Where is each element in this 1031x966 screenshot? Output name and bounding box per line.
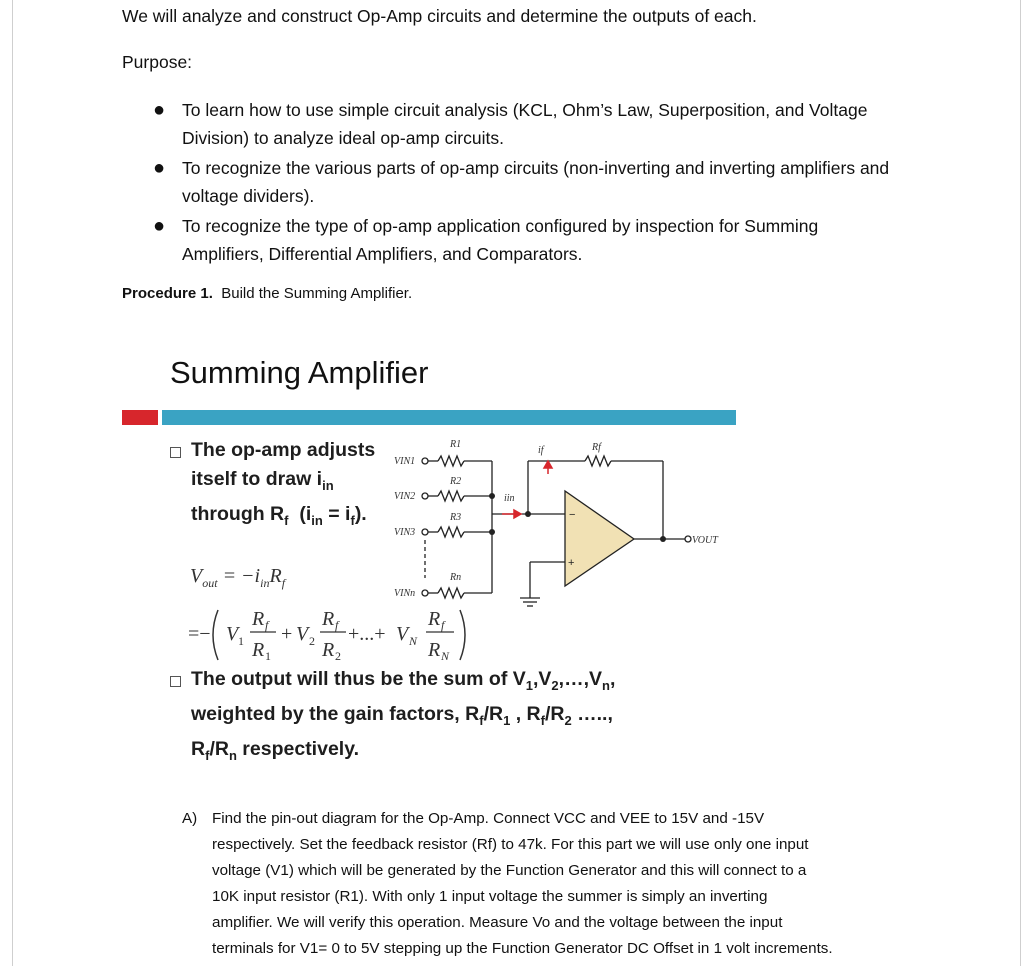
svg-text:N: N (441, 649, 450, 663)
svg-text:f: f (265, 618, 269, 632)
svg-text:VIN2: VIN2 (394, 491, 416, 502)
svg-text:VIN3: VIN3 (394, 527, 416, 538)
part-a-line: 10K input resistor (R1). With only 1 input voltage the summer is simply an inverting (212, 888, 768, 905)
purpose-item: ● To recognize the type of op-amp application configured by inspection for Summing Amplifiers, Differential Amplifiers, and Comparators. (150, 212, 890, 268)
vin3-terminal (422, 529, 428, 535)
svg-text:−: − (569, 509, 576, 521)
svg-text:2: 2 (335, 649, 341, 663)
opamp-triangle (565, 491, 634, 586)
part-a-paragraph (182, 806, 902, 962)
svg-text:R: R (322, 639, 335, 661)
rn-resistor (438, 588, 464, 598)
svg-text:f: f (335, 618, 339, 632)
svg-text:1: 1 (238, 634, 244, 648)
part-a-line: terminals for V1= 0 to 5V stepping up the Function Generator DC Offset in 1 volt increments. (212, 940, 833, 957)
slide-square-bullet-icon (170, 447, 181, 458)
formula-vout: $V_{out} = -i_{in}R_f$ (190, 565, 286, 590)
part-a-line: voltage (V1) which will be generated by the Function Generator and this will connect to a (212, 862, 807, 879)
svg-text:N: N (409, 634, 418, 648)
procedure-text: Build the Summing Amplifier. (221, 285, 413, 302)
svg-text:f: f (441, 618, 445, 632)
slide-bullet-1: The op-amp adjusts itself to draw $i_{in}$ through $R_f$ $(i_{in} = i_f)$. (191, 439, 376, 528)
svg-text:Rf: Rf (592, 442, 601, 453)
vin2-terminal (422, 493, 428, 499)
r3-resistor (438, 527, 464, 537)
vin1-terminal (422, 458, 428, 464)
purpose-heading: Purpose: (122, 52, 193, 72)
svg-text:R: R (428, 639, 441, 661)
svg-text:1: 1 (265, 649, 271, 663)
svg-text:2: 2 (309, 634, 315, 648)
r2-resistor (438, 491, 464, 501)
summing-amplifier-circuit (380, 428, 740, 613)
svg-text:+...+: +...+ (348, 623, 386, 645)
intro-paragraph: We will analyze and construct Op-Amp circuits and determine the outputs of each. (122, 6, 757, 26)
svg-text:R3: R3 (450, 512, 462, 523)
slide-accent-blue (162, 410, 736, 425)
purpose-item: ● To recognize the various parts of op-amp circuits (non-inverting and inverting amplifiers and voltage dividers). (150, 154, 890, 210)
svg-text:Rn: Rn (450, 572, 462, 583)
svg-text:=−: =− (188, 623, 211, 645)
svg-text:+: + (568, 557, 575, 569)
svg-text:VIN1: VIN1 (394, 456, 416, 467)
part-a-label: A) (182, 810, 198, 827)
svg-text:R: R (428, 608, 441, 630)
page-right-edge (1020, 0, 1021, 966)
svg-text:if: if (538, 445, 544, 456)
svg-text:VINn: VINn (394, 588, 416, 599)
r1-resistor (438, 456, 464, 466)
svg-text:+: + (281, 623, 293, 645)
slide-bullet-2: The output will thus be the sum of $V_1,V_2,\dots,V_n$, weighted by the gain factors, $R_f/R_1$ , $R_f/R_2$ ….., $R_f/R_n$ respectively. (191, 668, 616, 763)
vinn-terminal (422, 590, 428, 596)
svg-text:VOUT: VOUT (692, 535, 718, 546)
procedure-heading (122, 285, 412, 302)
slide-title: Summing Amplifier (170, 355, 429, 390)
svg-text:R: R (252, 639, 265, 661)
page-left-edge (12, 0, 13, 966)
rf-resistor (585, 456, 611, 466)
svg-text:R1: R1 (450, 439, 462, 450)
procedure-label: Procedure 1. (122, 285, 213, 302)
purpose-list (150, 96, 890, 270)
slide-square-bullet-icon (170, 676, 181, 687)
svg-text:R2: R2 (450, 476, 462, 487)
bullet-icon: ● (153, 215, 166, 237)
bullet-icon: ● (153, 157, 166, 179)
bullet-icon: ● (153, 99, 166, 121)
svg-text:V: V (296, 623, 309, 645)
purpose-item: ● To learn how to use simple circuit analysis (KCL, Ohm’s Law, Superposition, and Voltage Division) to analyze ideal op-amp circuits. (150, 96, 890, 152)
part-a-line: respectively. Set the feedback resistor (Rf) to 47k. For this part we will use only one input (212, 836, 809, 853)
svg-text:V: V (226, 623, 239, 645)
slide-accent-red (122, 410, 158, 425)
part-a-line: Find the pin-out diagram for the Op-Amp. Connect VCC and VEE to 15V and -15V (212, 810, 765, 827)
svg-text:R: R (322, 608, 335, 630)
svg-text:R: R (252, 608, 265, 630)
part-a-line: amplifier. We will verify this operation. Measure Vo and the voltage between the input (212, 914, 783, 931)
svg-text:V: V (396, 623, 409, 645)
svg-text:iin: iin (504, 493, 515, 504)
